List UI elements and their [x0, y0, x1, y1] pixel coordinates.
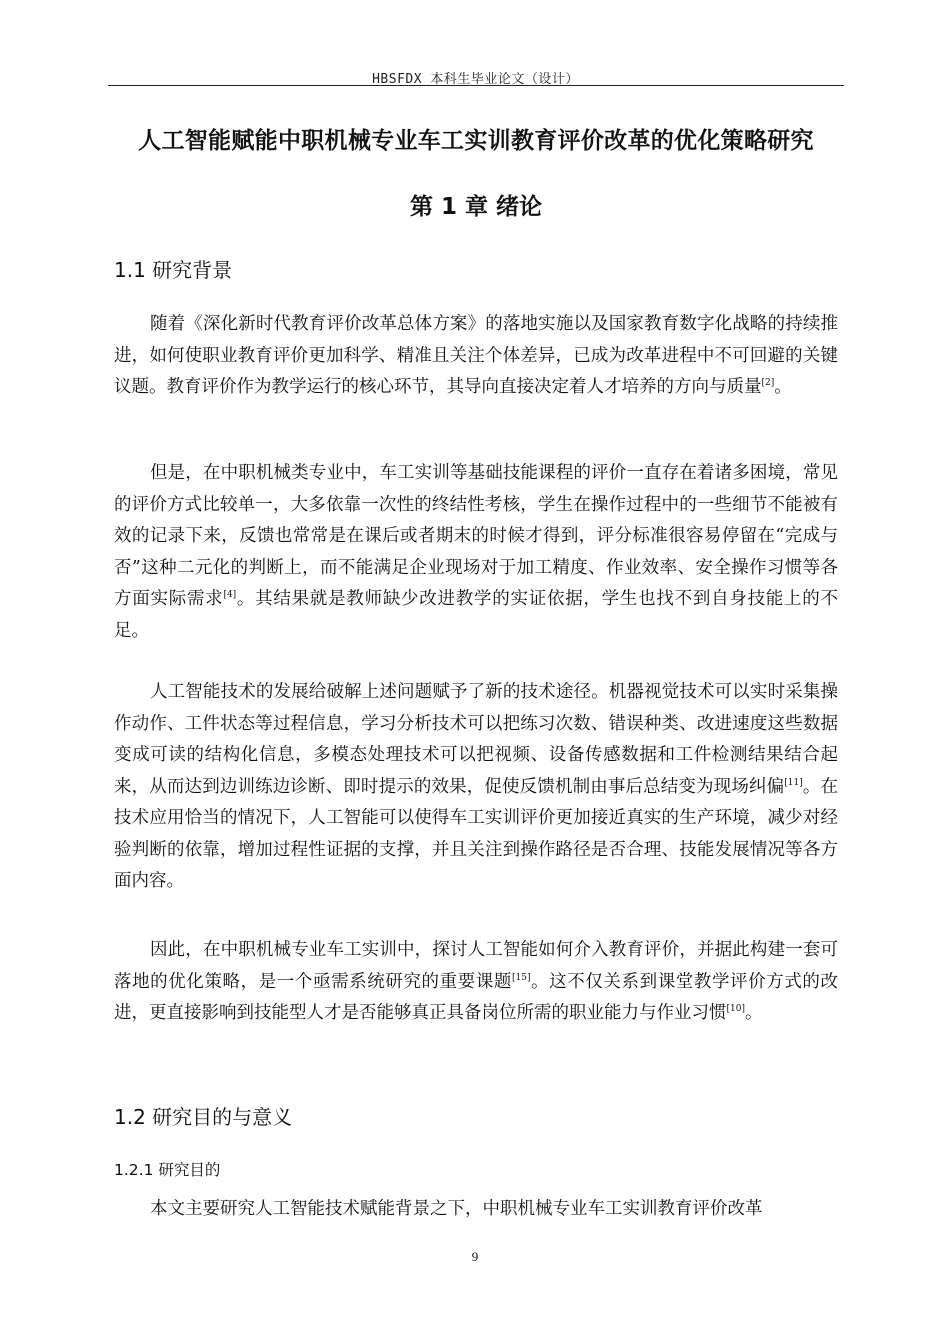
- citation: [4]: [223, 590, 237, 600]
- paragraph-background-4: 因此，在中职机械专业车工实训中，探讨人工智能如何介入教育评价，并据此构建一套可落地的优化策略，是一个亟需系统研究的重要课题[15]。这不仅关系到课堂教学评价方式的改进，更直接影响到技能型人才是否能够真正具备岗位所需的职业能力与作业习惯[10]。: [114, 940, 839, 1023]
- paragraph-background-2: 但是，在中职机械类专业中，车工实训等基础技能课程的评价一直存在着诸多困境，常见的评价方式比较单一，大多依靠一次性的终结性考核，学生在操作过程中的一些细节不能被有效的记录下来，反馈也常常是在课后或者期末的时候才得到，评分标准很容易停留在“完成与否”这种二元化的判断上，而不能满足企业现场对于加工精度、作业效率、安全操作习惯等各方面实际需求[4]。其结果就是教师缺少改进教学的实证依据，学生也找不到自身技能上的不足。: [114, 463, 839, 641]
- page-number: 9: [471, 1249, 479, 1264]
- paragraph-background-1: 随着《深化新时代教育评价改革总体方案》的落地实施以及国家教育数字化战略的持续推进，如何使职业教育评价更加科学、精准且关注个体差异，已成为改革进程中不可回避的关键议题。教育评价作为教学运行的核心环节，其导向直接决定着人才培养的方向与质量[2]。: [114, 314, 838, 397]
- running-header: HBSFDX 本科生毕业论文（设计）: [372, 72, 579, 87]
- paper-title: 人工智能赋能中职机械专业车工实训教育评价改革的优化策略研究: [138, 128, 814, 154]
- citation: [15]: [511, 972, 531, 983]
- paragraph-purpose: 本文主要研究人工智能技术赋能背景之下，中职机械专业车工实训教育评价改革: [150, 1199, 763, 1219]
- section-heading-1-2: 1.2 研究目的与意义: [114, 1105, 293, 1129]
- subsection-heading-1-2-1: 1.2.1 研究目的: [114, 1161, 221, 1179]
- chapter-heading: 第 1 章 绪论: [409, 194, 543, 220]
- citation: [2]: [761, 378, 775, 388]
- citation: [10]: [726, 1004, 745, 1014]
- paragraph-background-3: 人工智能技术的发展给破解上述问题赋予了新的技术途径。机器视觉技术可以实时采集操作动作、工件状态等过程信息，学习分析技术可以把练习次数、错误种类、改进速度这些数据变成可读的结构化信息，多模态处理技术可以把视频、设备传感数据和工件检测结果结合起来，从而达到边训练边诊断、即时提示的效果，促使反馈机制由事后总结变为现场纠偏[11]。在技术应用恰当的情况下，人工智能可以使得车工实训评价更加接近真实的生产环境，减少对经验判断的依靠，增加过程性证据的支撑，并且关注到操作路径是否合理、技能发展情况等各方面内容。: [114, 682, 839, 891]
- citation: [11]: [784, 777, 803, 788]
- section-heading-1-1: 1.1 研究背景: [114, 258, 233, 282]
- header-rule: [108, 85, 844, 86]
